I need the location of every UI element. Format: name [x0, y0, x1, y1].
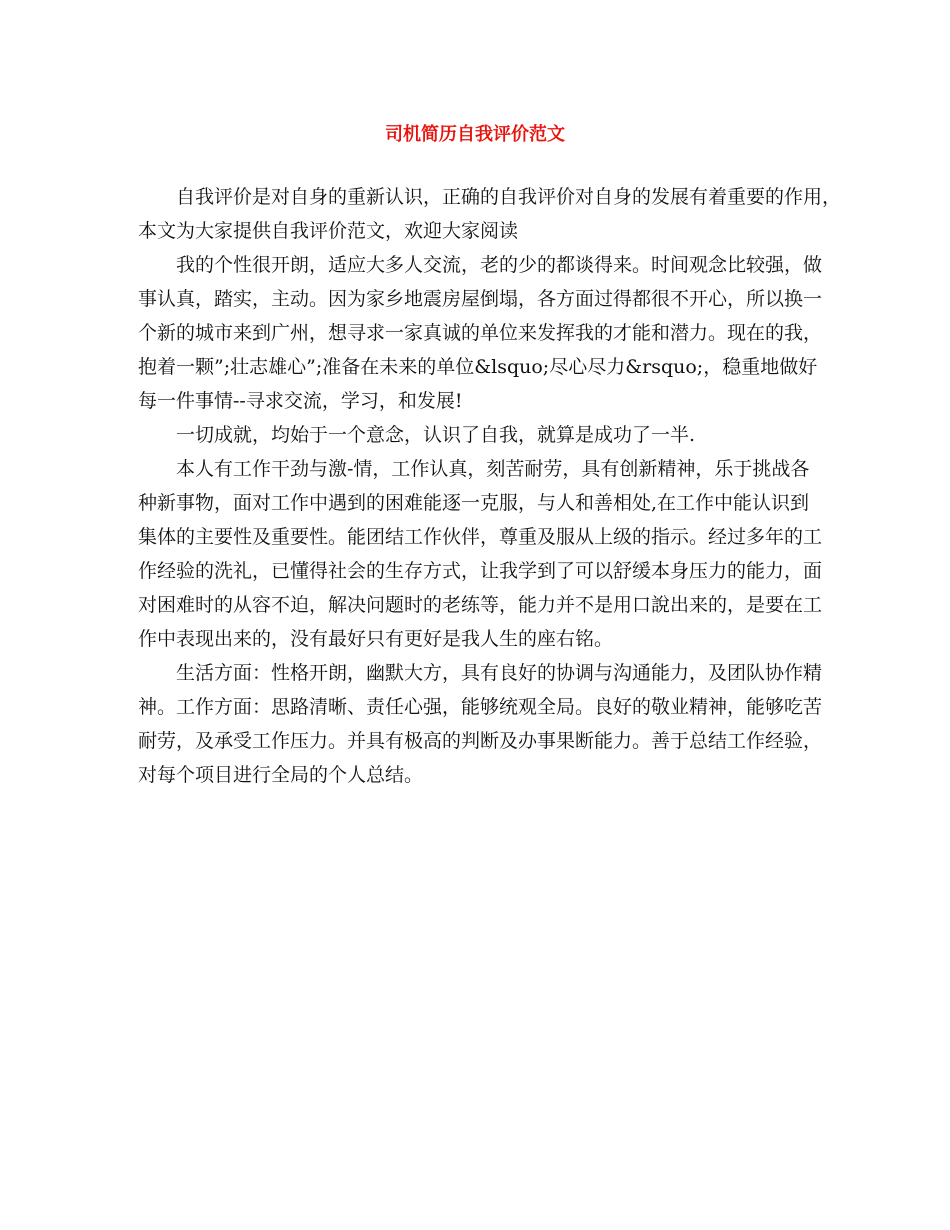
paragraph-line: 我的个性很开朗，适应大多人交流，老的少的都谈得来。时间观念比较强，做	[176, 254, 823, 276]
paragraph-line: 集体的主要性及重要性。能团结工作伙伴，尊重及服从上级的指示。经过多年的工	[138, 526, 823, 548]
document-title: 司机简历自我评价范文	[385, 124, 565, 145]
paragraph-line: 一切成就，均始于一个意念，认识了自我，就算是成功了一半.	[176, 424, 696, 446]
paragraph-line: 生活方面：性格开朗，幽默大方，具有良好的协调与沟通能力，及团队协作精	[176, 662, 823, 684]
paragraph-life-work	[138, 656, 823, 792]
paragraph-line: 神。工作方面：思路清晰、责任心强，能够统观全局。良好的敬业精神，能够吃苦	[138, 696, 823, 718]
paragraph-line: 个新的城市来到广州，想寻求一家真诚的单位来发挥我的才能和潜力。现在的我，	[138, 322, 823, 344]
paragraph-line: 作中表现出来的，没有最好只有更好是我人生的座右铭。	[138, 628, 614, 650]
paragraph-line: 作经验的洗礼，已懂得社会的生存方式，让我学到了可以舒缓本身压力的能力，面	[138, 560, 823, 582]
document-body	[138, 180, 842, 792]
paragraph-line: 抱着一颗”;壮志雄心”;准备在未来的单位&lsquo;尽心尽力&rsquo;，稳重地做好	[138, 356, 818, 378]
paragraph-achievement	[138, 418, 814, 452]
paragraph-line: 本人有工作干劲与激-情，工作认真，刻苦耐劳，具有创新精神，乐于挑战各	[176, 458, 810, 480]
paragraph-line: 本文为大家提供自我评价范文，欢迎大家阅读	[138, 220, 519, 242]
paragraph-line: 对困难时的从容不迫，解决问题时的老练等，能力并不是用口說出来的，是要在工	[138, 594, 823, 616]
paragraph-line: 种新事物，面对工作中遇到的困难能逐一克服，与人和善相处,在工作中能认识到	[138, 492, 810, 514]
paragraph-line: 事认真，踏实，主动。因为家乡地震房屋倒塌，各方面过得都很不开心，所以换一	[138, 288, 823, 310]
paragraph-line: 对每个项目进行全局的个人总结。	[138, 764, 424, 786]
paragraph-personality	[138, 248, 823, 418]
paragraph-line: 每一件事情--寻求交流，学习，和发展!	[138, 390, 463, 412]
paragraph-intro	[138, 180, 842, 248]
paragraph-line: 耐劳，及承受工作压力。并具有极高的判断及办事果断能力。善于总结工作经验，	[138, 730, 823, 752]
paragraph-line: 自我评价是对自身的重新认识，正确的自我评价对自身的发展有着重要的作用，	[176, 186, 842, 208]
paragraph-work-attitude	[138, 452, 823, 656]
